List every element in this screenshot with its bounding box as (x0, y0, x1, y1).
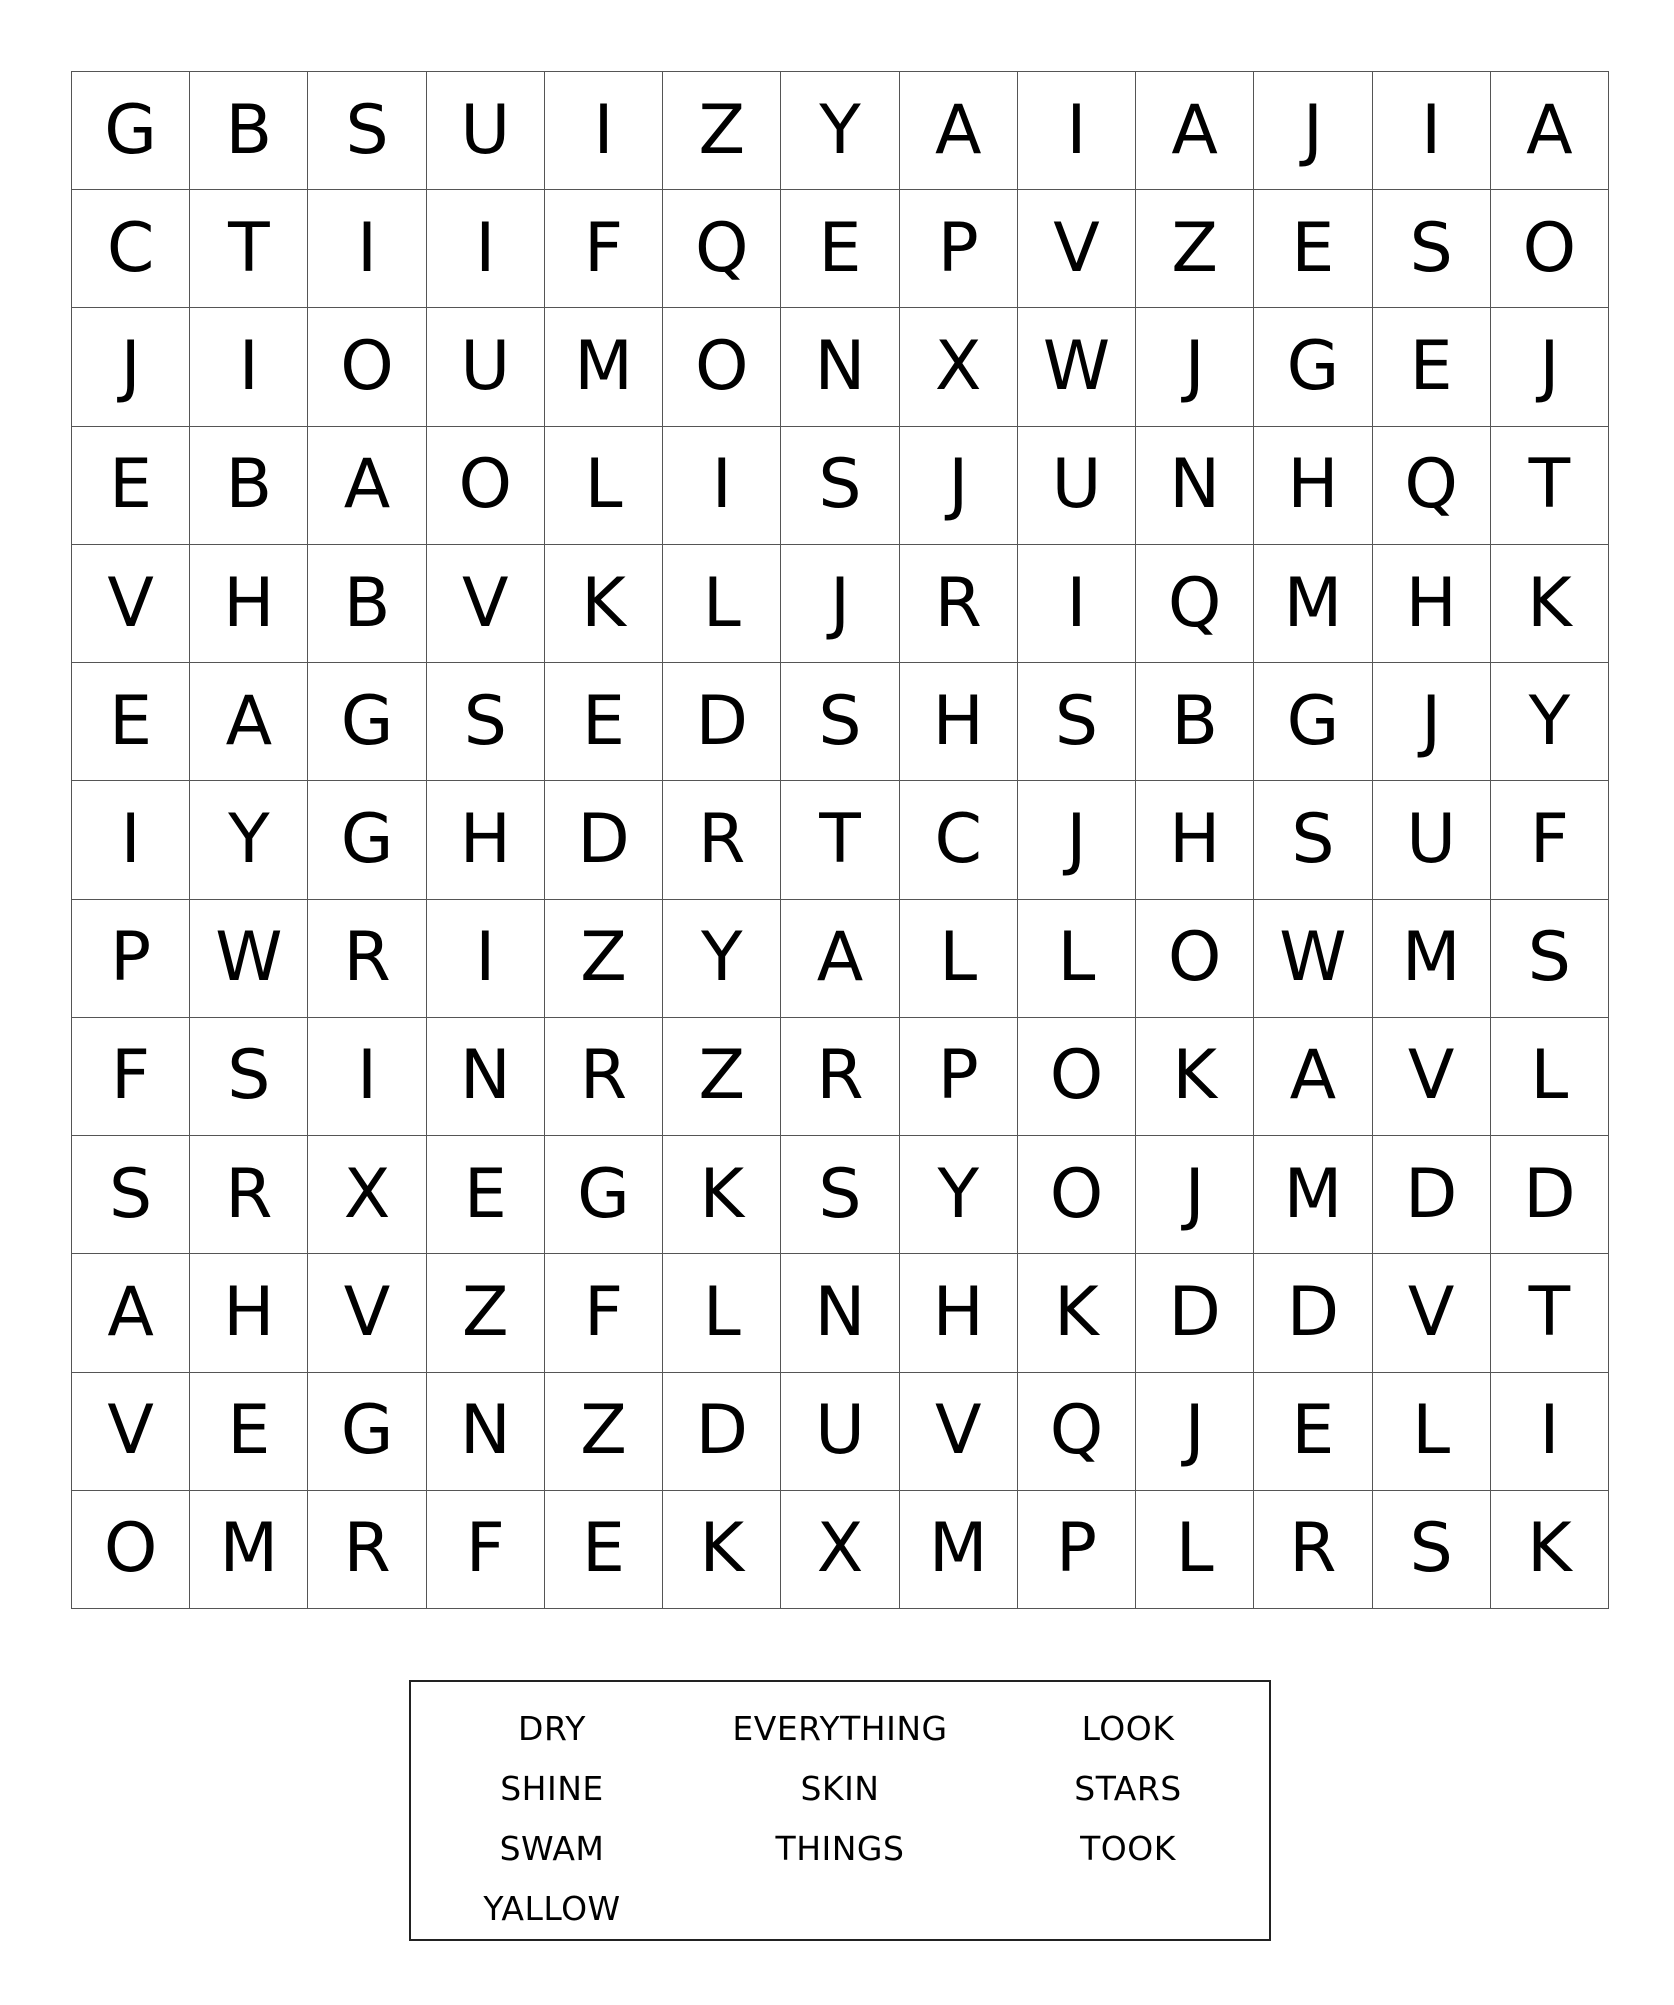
grid-cell[interactable]: J (1491, 308, 1609, 426)
grid-cell[interactable]: E (190, 1373, 308, 1491)
grid-cell[interactable]: V (1373, 1018, 1491, 1136)
letter-grid (71, 71, 1609, 1609)
grid-cell[interactable]: A (781, 900, 899, 1018)
grid-cell[interactable]: D (663, 663, 781, 781)
grid-cell[interactable]: J (1373, 663, 1491, 781)
grid-cell[interactable]: P (72, 900, 190, 1018)
grid-cell[interactable]: V (1373, 1254, 1491, 1372)
grid-cell[interactable]: S (1491, 900, 1609, 1018)
grid-cell[interactable]: I (1491, 1373, 1609, 1491)
grid-cell[interactable]: O (1018, 1018, 1136, 1136)
grid-cell[interactable]: S (1018, 663, 1136, 781)
grid-cell[interactable]: D (1373, 1136, 1491, 1254)
grid-cell[interactable]: L (663, 1254, 781, 1372)
grid-cell[interactable]: O (663, 308, 781, 426)
grid-cell[interactable]: G (308, 1373, 426, 1491)
grid-cell[interactable]: L (1373, 1373, 1491, 1491)
grid-cell[interactable]: K (1491, 545, 1609, 663)
grid-cell[interactable]: I (1373, 72, 1491, 190)
grid-cell[interactable]: O (72, 1491, 190, 1609)
grid-cell[interactable]: B (1136, 663, 1254, 781)
word-bank-item: SHINE (500, 1768, 604, 1808)
grid-cell[interactable]: K (663, 1491, 781, 1609)
grid-cell[interactable]: S (781, 1136, 899, 1254)
grid-cell[interactable]: Z (663, 1018, 781, 1136)
grid-cell[interactable]: S (72, 1136, 190, 1254)
grid-cell[interactable]: Z (663, 72, 781, 190)
grid-cell[interactable]: W (1254, 900, 1372, 1018)
grid-cell[interactable]: H (1373, 545, 1491, 663)
grid-cell[interactable]: J (72, 308, 190, 426)
grid-cell[interactable]: Q (663, 190, 781, 308)
grid-cell[interactable]: W (1018, 308, 1136, 426)
grid-cell[interactable]: O (1491, 190, 1609, 308)
grid-cell[interactable]: P (900, 190, 1018, 308)
grid-cell[interactable]: H (427, 781, 545, 899)
grid-cell[interactable]: J (1136, 1136, 1254, 1254)
grid-cell[interactable]: G (308, 663, 426, 781)
grid-cell[interactable]: J (1018, 781, 1136, 899)
grid-cell[interactable]: D (663, 1373, 781, 1491)
grid-cell[interactable]: I (190, 308, 308, 426)
grid-cell[interactable]: T (1491, 1254, 1609, 1372)
grid-cell[interactable]: I (1018, 545, 1136, 663)
grid-cell[interactable]: L (663, 545, 781, 663)
grid-cell[interactable]: V (308, 1254, 426, 1372)
grid-cell[interactable]: H (900, 663, 1018, 781)
grid-cell[interactable]: D (1136, 1254, 1254, 1372)
grid-cell[interactable]: F (72, 1018, 190, 1136)
word-bank-item: THINGS (775, 1828, 905, 1868)
grid-cell[interactable]: R (308, 900, 426, 1018)
grid-cell[interactable]: E (427, 1136, 545, 1254)
grid-cell[interactable]: M (190, 1491, 308, 1609)
grid-cell[interactable]: Y (781, 72, 899, 190)
grid-cell[interactable]: T (190, 190, 308, 308)
grid-cell[interactable]: E (72, 663, 190, 781)
grid-cell[interactable]: C (72, 190, 190, 308)
grid-cell[interactable]: U (1018, 427, 1136, 545)
grid-cell[interactable]: G (72, 72, 190, 190)
grid-cell[interactable]: C (900, 781, 1018, 899)
grid-cell[interactable]: D (545, 781, 663, 899)
grid-cell[interactable]: R (190, 1136, 308, 1254)
grid-cell[interactable]: Q (1018, 1373, 1136, 1491)
grid-cell[interactable]: S (781, 663, 899, 781)
grid-cell[interactable]: K (663, 1136, 781, 1254)
grid-cell[interactable]: A (72, 1254, 190, 1372)
grid-cell[interactable]: F (1491, 781, 1609, 899)
grid-cell[interactable]: K (1018, 1254, 1136, 1372)
grid-cell[interactable]: D (1491, 1136, 1609, 1254)
grid-cell[interactable]: Z (427, 1254, 545, 1372)
grid-cell[interactable]: E (545, 663, 663, 781)
grid-cell[interactable]: L (1018, 900, 1136, 1018)
grid-cell[interactable]: Z (545, 1373, 663, 1491)
grid-cell[interactable]: A (190, 663, 308, 781)
grid-cell[interactable]: W (190, 900, 308, 1018)
grid-cell[interactable]: J (1136, 1373, 1254, 1491)
grid-cell[interactable]: P (1018, 1491, 1136, 1609)
grid-cell[interactable]: I (72, 781, 190, 899)
grid-cell[interactable]: N (781, 1254, 899, 1372)
grid-cell[interactable]: J (1254, 72, 1372, 190)
grid-cell[interactable]: R (900, 545, 1018, 663)
grid-cell[interactable]: T (1491, 427, 1609, 545)
grid-cell[interactable]: I (427, 190, 545, 308)
grid-cell[interactable]: G (545, 1136, 663, 1254)
grid-cell[interactable]: Q (1373, 427, 1491, 545)
word-bank-item: STARS (1074, 1768, 1182, 1808)
grid-cell[interactable]: Q (1136, 545, 1254, 663)
grid-cell[interactable]: G (308, 781, 426, 899)
grid-cell[interactable]: E (781, 190, 899, 308)
grid-cell[interactable]: I (308, 190, 426, 308)
grid-cell[interactable]: M (1254, 1136, 1372, 1254)
word-bank (409, 1680, 1271, 1941)
grid-cell[interactable]: U (427, 308, 545, 426)
grid-cell[interactable]: L (1136, 1491, 1254, 1609)
grid-cell[interactable]: M (545, 308, 663, 426)
grid-cell[interactable]: Y (1491, 663, 1609, 781)
grid-cell[interactable]: V (72, 1373, 190, 1491)
grid-cell[interactable]: X (900, 308, 1018, 426)
grid-cell[interactable]: G (1254, 308, 1372, 426)
grid-cell[interactable]: F (427, 1491, 545, 1609)
grid-cell[interactable]: T (781, 781, 899, 899)
grid-cell[interactable]: X (781, 1491, 899, 1609)
grid-cell[interactable]: O (308, 308, 426, 426)
grid-cell[interactable]: H (1254, 427, 1372, 545)
grid-cell[interactable]: H (190, 1254, 308, 1372)
grid-cell[interactable]: E (1254, 190, 1372, 308)
grid-cell[interactable]: I (308, 1018, 426, 1136)
grid-cell[interactable]: V (900, 1373, 1018, 1491)
grid-cell[interactable]: O (427, 427, 545, 545)
grid-cell[interactable]: K (545, 545, 663, 663)
grid-cell[interactable]: H (900, 1254, 1018, 1372)
grid-cell[interactable]: U (427, 72, 545, 190)
word-bank-item: YALLOW (483, 1888, 621, 1928)
grid-cell[interactable]: R (545, 1018, 663, 1136)
grid-cell[interactable]: A (308, 427, 426, 545)
grid-cell[interactable]: E (1373, 308, 1491, 426)
grid-cell[interactable]: S (308, 72, 426, 190)
grid-cell[interactable]: Y (663, 900, 781, 1018)
grid-cell[interactable]: O (1136, 900, 1254, 1018)
grid-cell[interactable]: A (1491, 72, 1609, 190)
grid-cell[interactable]: E (1254, 1373, 1372, 1491)
grid-cell[interactable]: G (1254, 663, 1372, 781)
grid-cell[interactable]: M (1373, 900, 1491, 1018)
grid-cell[interactable]: I (427, 900, 545, 1018)
grid-cell[interactable]: O (1018, 1136, 1136, 1254)
grid-cell[interactable]: L (900, 900, 1018, 1018)
grid-cell[interactable]: N (1136, 427, 1254, 545)
grid-cell[interactable]: B (190, 72, 308, 190)
grid-cell[interactable]: A (1136, 72, 1254, 190)
grid-cell[interactable]: K (1491, 1491, 1609, 1609)
grid-cell[interactable]: U (781, 1373, 899, 1491)
grid-cell[interactable]: J (781, 545, 899, 663)
grid-cell[interactable]: V (427, 545, 545, 663)
grid-cell[interactable]: M (900, 1491, 1018, 1609)
grid-cell[interactable]: I (1018, 72, 1136, 190)
word-bank-item: SKIN (800, 1768, 880, 1808)
grid-cell[interactable]: I (545, 72, 663, 190)
grid-cell[interactable]: H (1136, 781, 1254, 899)
grid-cell[interactable]: S (1254, 781, 1372, 899)
grid-cell[interactable]: A (900, 72, 1018, 190)
grid-cell[interactable]: Y (900, 1136, 1018, 1254)
grid-cell[interactable]: P (900, 1018, 1018, 1136)
grid-cell[interactable]: R (1254, 1491, 1372, 1609)
grid-cell[interactable]: X (308, 1136, 426, 1254)
grid-cell[interactable]: L (1491, 1018, 1609, 1136)
grid-cell[interactable]: S (1373, 190, 1491, 308)
grid-cell[interactable]: A (1254, 1018, 1372, 1136)
word-bank-item: LOOK (1081, 1708, 1175, 1748)
word-bank-item: SWAM (499, 1828, 605, 1868)
grid-cell[interactable]: E (545, 1491, 663, 1609)
grid-cell[interactable]: M (1254, 545, 1372, 663)
grid-cell[interactable]: N (427, 1018, 545, 1136)
grid-cell[interactable]: B (308, 545, 426, 663)
grid-cell[interactable]: I (663, 427, 781, 545)
grid-cell[interactable]: S (781, 427, 899, 545)
grid-cell[interactable]: R (308, 1491, 426, 1609)
grid-cell[interactable]: E (72, 427, 190, 545)
grid-cell[interactable]: R (781, 1018, 899, 1136)
grid-cell[interactable]: V (1018, 190, 1136, 308)
grid-cell[interactable]: F (545, 190, 663, 308)
grid-cell[interactable]: S (1373, 1491, 1491, 1609)
grid-cell[interactable]: B (190, 427, 308, 545)
grid-cell[interactable]: J (900, 427, 1018, 545)
word-bank-item: DRY (518, 1708, 586, 1748)
word-bank-item: TOOK (1080, 1828, 1176, 1868)
grid-cell[interactable]: D (1254, 1254, 1372, 1372)
grid-cell[interactable]: H (190, 545, 308, 663)
grid-cell[interactable]: J (1136, 308, 1254, 426)
grid-cell[interactable]: L (545, 427, 663, 545)
grid-cell[interactable]: K (1136, 1018, 1254, 1136)
grid-cell[interactable]: S (190, 1018, 308, 1136)
grid-cell[interactable]: S (427, 663, 545, 781)
grid-cell[interactable]: N (781, 308, 899, 426)
word-bank-item: EVERYTHING (732, 1708, 948, 1748)
grid-cell[interactable]: U (1373, 781, 1491, 899)
grid-cell[interactable]: R (663, 781, 781, 899)
grid-cell[interactable]: Z (1136, 190, 1254, 308)
grid-cell[interactable]: N (427, 1373, 545, 1491)
grid-cell[interactable]: F (545, 1254, 663, 1372)
grid-cell[interactable]: Z (545, 900, 663, 1018)
grid-cell[interactable]: V (72, 545, 190, 663)
grid-cell[interactable]: Y (190, 781, 308, 899)
